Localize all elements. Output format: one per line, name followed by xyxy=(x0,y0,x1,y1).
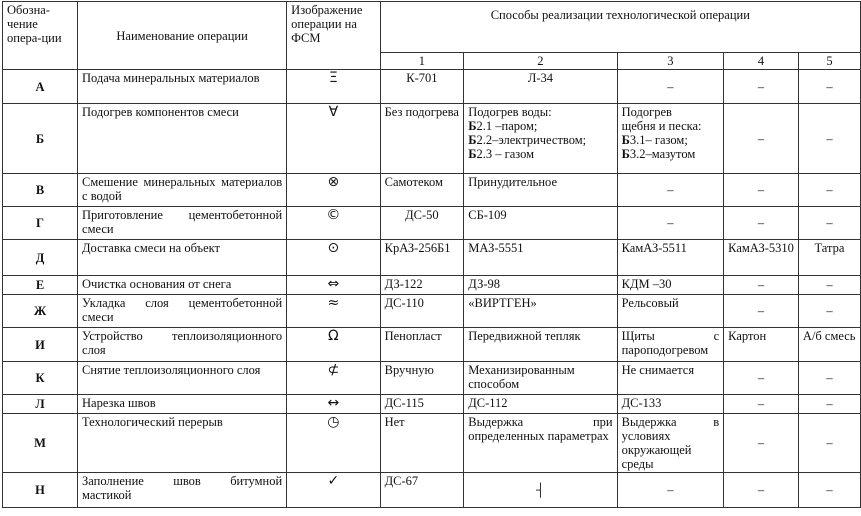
for-all-icon: ∀ xyxy=(287,104,380,174)
method-4: – xyxy=(724,207,799,240)
method-1: Пенопласт xyxy=(380,328,464,362)
operation-name: Снятие теплоизоляционного слоя xyxy=(78,362,287,395)
omega-icon: Ω xyxy=(287,328,380,362)
double-arrow-icon: ⇔ xyxy=(287,276,380,295)
table-row xyxy=(3,207,861,240)
operation-name: Нарезка швов xyxy=(78,395,287,414)
method-line: Б2.1 –паром; xyxy=(468,119,538,133)
method-line: щебня и песка: xyxy=(621,119,702,133)
operation-name: Приготовление цементобетонной смеси xyxy=(78,207,287,240)
method-4: – xyxy=(724,104,799,174)
operation-code: М xyxy=(3,414,78,473)
operation-name: Доставка смеси на объект xyxy=(78,240,287,276)
circled-times-icon: ⊗ xyxy=(287,174,380,207)
operation-code: Д xyxy=(3,240,78,276)
method-4: – xyxy=(724,70,799,104)
operation-name: Смешение минеральных материалов с водой xyxy=(78,174,287,207)
operation-name: Подача минеральных материалов xyxy=(78,70,287,104)
operations-table xyxy=(2,1,861,508)
operation-code: Н xyxy=(3,473,78,508)
header-row xyxy=(3,2,861,53)
method-3: Рельсовый xyxy=(617,295,724,328)
method-1: ДС-67 xyxy=(380,473,464,508)
method-5: – xyxy=(798,473,860,508)
not-subset-icon: ⊄ xyxy=(287,362,380,395)
operation-name: Устройство теплоизоляционного слоя xyxy=(78,328,287,362)
method-3: – xyxy=(617,174,724,207)
method-4: – xyxy=(724,362,799,395)
operation-name: Очистка основания от снега xyxy=(78,276,287,295)
table-row xyxy=(3,362,861,395)
method-3: КамАЗ-5511 xyxy=(617,240,724,276)
method-4: КамАЗ-5310 xyxy=(724,240,799,276)
method-1: КрАЗ-256Б1 xyxy=(380,240,464,276)
method-3: Выдержка в условиях окружающей среды xyxy=(617,414,724,473)
operation-code: А xyxy=(3,70,78,104)
operation-code: Ж xyxy=(3,295,78,328)
tee-mark-icon: ┤ xyxy=(464,473,617,508)
header-symbol: Изображение операции на ФСМ xyxy=(287,2,380,70)
method-4: – xyxy=(724,414,799,473)
left-right-arrow-icon: ↔ xyxy=(287,395,380,414)
method-1: Нет xyxy=(380,414,464,473)
method-4: – xyxy=(724,276,799,295)
operation-code: Е xyxy=(3,276,78,295)
header-name: Наименование операции xyxy=(78,2,287,70)
method-4: Картон xyxy=(724,328,799,362)
check-mark-icon: ✓ xyxy=(287,473,380,508)
method-5: – xyxy=(798,295,860,328)
method-2: ДС-112 xyxy=(464,395,617,414)
method-1: ДС-110 xyxy=(380,295,464,328)
method-5: – xyxy=(798,207,860,240)
method-line: Б2.3 – газом xyxy=(468,147,535,161)
method-3: – xyxy=(617,207,724,240)
method-3: – xyxy=(617,70,724,104)
operation-name: Технологический перерыв xyxy=(78,414,287,473)
table-row xyxy=(3,328,861,362)
method-1: ДС-50 xyxy=(380,207,464,240)
method-2: «ВИРТГЕН» xyxy=(464,295,617,328)
circled-dot-icon: ⊙ xyxy=(287,240,380,276)
header-num-2: 2 xyxy=(464,53,617,70)
header-num-4: 4 xyxy=(724,53,799,70)
method-1: Без подогрева xyxy=(380,104,464,174)
method-4: – xyxy=(724,174,799,207)
table-row xyxy=(3,104,861,174)
method-3: Не снимается xyxy=(617,362,724,395)
method-1: К-701 xyxy=(380,70,464,104)
operation-code: Г xyxy=(3,207,78,240)
table-row xyxy=(3,395,861,414)
approx-icon: ≈ xyxy=(287,295,380,328)
table-row xyxy=(3,414,861,473)
table-row xyxy=(3,240,861,276)
table-row xyxy=(3,70,861,104)
method-1: Самотеком xyxy=(380,174,464,207)
ksi-icon: Ξ xyxy=(287,70,380,104)
copyright-icon: © xyxy=(287,207,380,240)
method-3 xyxy=(617,104,724,174)
method-2: Принудительное xyxy=(464,174,617,207)
header-ways: Способы реализации технологической операции xyxy=(380,2,860,53)
method-line: Подогрев воды: xyxy=(468,105,552,119)
operation-code: Л xyxy=(3,395,78,414)
operation-name: Заполнение швов битумной мастикой xyxy=(78,473,287,508)
method-1: ДС-115 xyxy=(380,395,464,414)
method-4: – xyxy=(724,295,799,328)
method-5: – xyxy=(798,395,860,414)
table-row xyxy=(3,295,861,328)
operation-code: И xyxy=(3,328,78,362)
operation-name: Подогрев компонентов смеси xyxy=(78,104,287,174)
method-4: – xyxy=(724,473,799,508)
method-1: ДЗ-122 xyxy=(380,276,464,295)
operation-code: В xyxy=(3,174,78,207)
method-4: – xyxy=(724,395,799,414)
clock-icon: ◷ xyxy=(287,414,380,473)
method-line: Б3.1– газом; xyxy=(621,133,688,147)
method-2: Механизированным способом xyxy=(464,362,617,395)
method-1: Вручную xyxy=(380,362,464,395)
method-3: КДМ –30 xyxy=(617,276,724,295)
table-row xyxy=(3,276,861,295)
method-5: – xyxy=(798,362,860,395)
method-2: СБ-109 xyxy=(464,207,617,240)
header-code: Обозна-чение опера-ции xyxy=(3,2,78,70)
operation-code: Б xyxy=(3,104,78,174)
method-5: – xyxy=(798,70,860,104)
method-2: МАЗ-5551 xyxy=(464,240,617,276)
method-2: Выдержка при определенных параметрах xyxy=(464,414,617,473)
method-5: – xyxy=(798,174,860,207)
method-line: Б3.2–мазутом xyxy=(621,147,696,161)
method-3: Щиты с пароподогревом xyxy=(617,328,724,362)
table-row xyxy=(3,174,861,207)
method-5: А/б смесь xyxy=(798,328,860,362)
method-5: – xyxy=(798,276,860,295)
operation-code: К xyxy=(3,362,78,395)
method-2: Передвижной тепляк xyxy=(464,328,617,362)
method-2: Л-34 xyxy=(464,70,617,104)
header-num-1: 1 xyxy=(380,53,464,70)
method-3: ДС-133 xyxy=(617,395,724,414)
table-row xyxy=(3,473,861,508)
method-2: ДЗ-98 xyxy=(464,276,617,295)
method-3: – xyxy=(617,473,724,508)
header-num-3: 3 xyxy=(617,53,724,70)
method-5: Татра xyxy=(798,240,860,276)
method-line: Подогрев xyxy=(621,105,672,119)
method-5: – xyxy=(798,414,860,473)
operation-name: Укладка слоя цементобетонной смеси xyxy=(78,295,287,328)
method-2 xyxy=(464,104,617,174)
header-num-5: 5 xyxy=(798,53,860,70)
method-5: – xyxy=(798,104,860,174)
method-line: Б2.2–электричеством; xyxy=(468,133,587,147)
